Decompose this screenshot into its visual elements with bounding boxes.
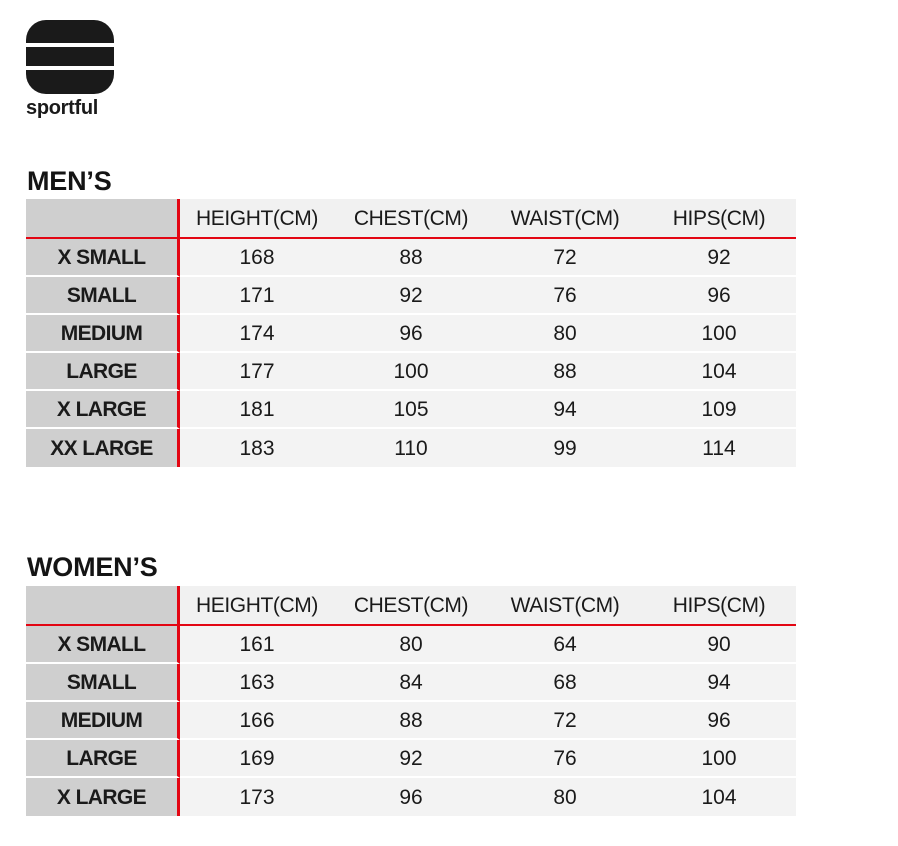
hips-cell: 100 (642, 740, 796, 778)
size-label: LARGE (26, 353, 180, 391)
womens-section-title: WOMEN’S (27, 552, 158, 582)
size-label: MEDIUM (26, 702, 180, 740)
size-label: XX LARGE (26, 429, 180, 467)
waist-cell: 72 (488, 239, 642, 277)
chest-cell: 92 (334, 277, 488, 315)
sportful-s-logo-icon (26, 20, 114, 94)
column-header-hips: HIPS(CM) (642, 586, 796, 626)
table-row (26, 429, 796, 467)
size-label: X SMALL (26, 626, 180, 664)
waist-cell: 76 (488, 277, 642, 315)
height-cell: 183 (180, 429, 334, 467)
hips-cell: 109 (642, 391, 796, 429)
height-cell: 171 (180, 277, 334, 315)
chest-cell: 105 (334, 391, 488, 429)
hips-cell: 94 (642, 664, 796, 702)
waist-cell: 99 (488, 429, 642, 467)
hips-cell: 92 (642, 239, 796, 277)
column-header-height: HEIGHT(CM) (180, 199, 334, 239)
chest-cell: 92 (334, 740, 488, 778)
header-corner-cell (26, 199, 180, 239)
height-cell: 177 (180, 353, 334, 391)
table-header-row (26, 199, 796, 239)
table-row (26, 353, 796, 391)
table-row (26, 778, 796, 816)
size-label: SMALL (26, 277, 180, 315)
hips-cell: 104 (642, 778, 796, 816)
brand-name: sportful (26, 97, 99, 119)
waist-cell: 72 (488, 702, 642, 740)
height-cell: 173 (180, 778, 334, 816)
waist-cell: 76 (488, 740, 642, 778)
chest-cell: 80 (334, 626, 488, 664)
column-header-waist: WAIST(CM) (488, 199, 642, 239)
height-cell: 163 (180, 664, 334, 702)
hips-cell: 100 (642, 315, 796, 353)
column-header-height: HEIGHT(CM) (180, 586, 334, 626)
hips-cell: 90 (642, 626, 796, 664)
column-header-hips: HIPS(CM) (642, 199, 796, 239)
hips-cell: 114 (642, 429, 796, 467)
waist-cell: 88 (488, 353, 642, 391)
mens-section-title: MEN’S (27, 166, 112, 196)
height-cell: 166 (180, 702, 334, 740)
chest-cell: 110 (334, 429, 488, 467)
chest-cell: 96 (334, 315, 488, 353)
height-cell: 174 (180, 315, 334, 353)
table-row (26, 239, 796, 277)
table-row (26, 277, 796, 315)
table-row (26, 626, 796, 664)
hips-cell: 96 (642, 702, 796, 740)
header-corner-cell (26, 586, 180, 626)
size-label: MEDIUM (26, 315, 180, 353)
size-label: SMALL (26, 664, 180, 702)
waist-cell: 68 (488, 664, 642, 702)
size-label: X LARGE (26, 778, 180, 816)
column-header-chest: CHEST(CM) (334, 586, 488, 626)
chest-cell: 100 (334, 353, 488, 391)
mens-size-table (26, 199, 796, 467)
chest-cell: 84 (334, 664, 488, 702)
waist-cell: 64 (488, 626, 642, 664)
waist-cell: 80 (488, 315, 642, 353)
size-label: X LARGE (26, 391, 180, 429)
chest-cell: 96 (334, 778, 488, 816)
waist-cell: 94 (488, 391, 642, 429)
table-row (26, 664, 796, 702)
height-cell: 181 (180, 391, 334, 429)
height-cell: 169 (180, 740, 334, 778)
size-label: LARGE (26, 740, 180, 778)
womens-size-table (26, 586, 796, 816)
chest-cell: 88 (334, 239, 488, 277)
size-label: X SMALL (26, 239, 180, 277)
brand-logo (26, 20, 114, 118)
hips-cell: 104 (642, 353, 796, 391)
table-row (26, 391, 796, 429)
table-header-row (26, 586, 796, 626)
table-row (26, 740, 796, 778)
table-row (26, 702, 796, 740)
column-header-waist: WAIST(CM) (488, 586, 642, 626)
column-header-chest: CHEST(CM) (334, 199, 488, 239)
height-cell: 168 (180, 239, 334, 277)
table-row (26, 315, 796, 353)
hips-cell: 96 (642, 277, 796, 315)
waist-cell: 80 (488, 778, 642, 816)
chest-cell: 88 (334, 702, 488, 740)
height-cell: 161 (180, 626, 334, 664)
